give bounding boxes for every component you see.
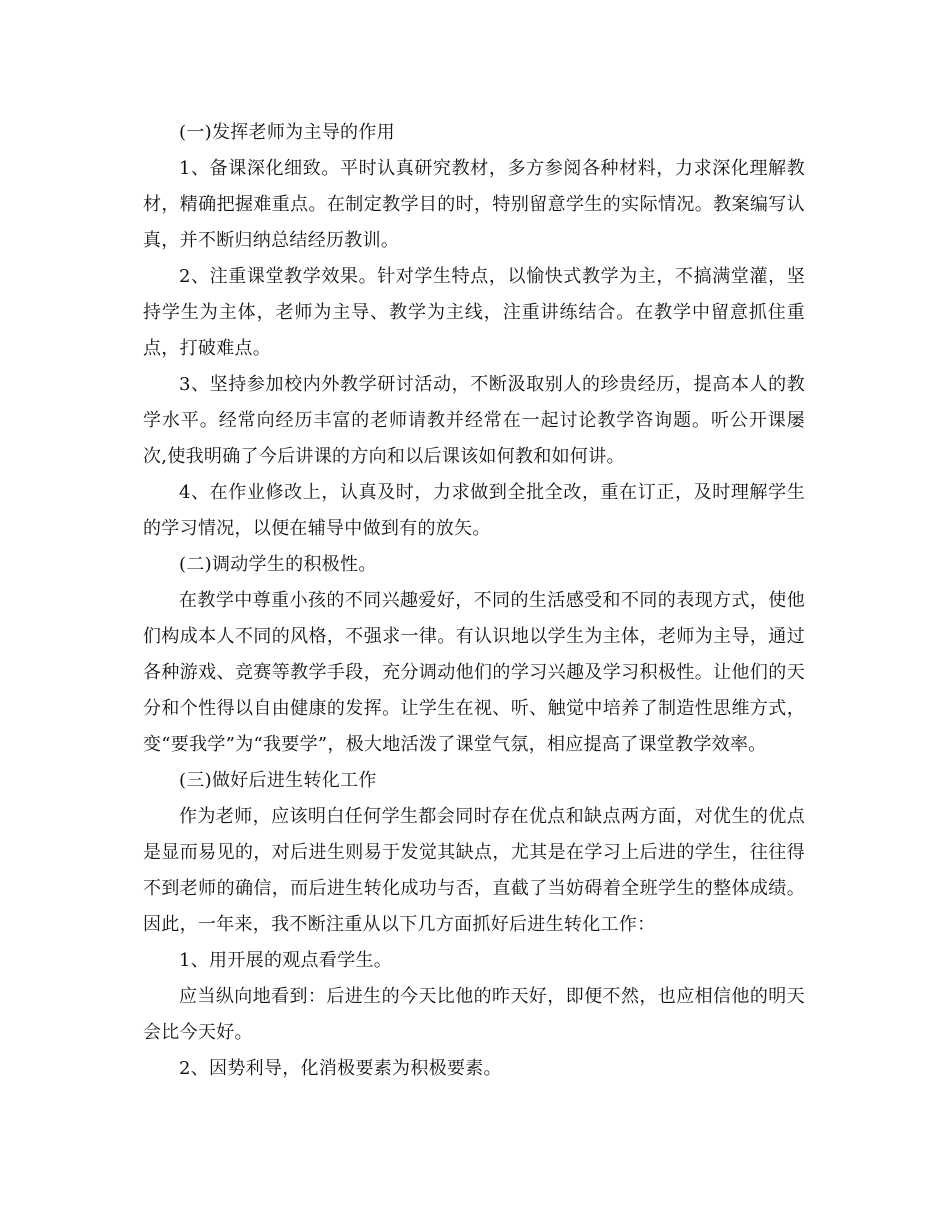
section-heading-1: (一)发挥老师为主导的作用 — [179, 122, 395, 143]
paragraph-student-motivation: 在教学中尊重小孩的不同兴趣爱好，不同的生活感受和不同的表现方式，使他们构成本人不同的风格，不强求一律。有认识地以学生为主体，老师为主导，通过各种游戏、竞赛等教学手段，充分调动他们的学习兴趣及学习积极性。让他们的天分和个性得以自由健康的发挥。让学生在视、听、触觉中培养了制造性思维方式，变“要我学”为“我要学”，极大地活泼了课堂气氛，相应提高了课堂教学效率。 — [143, 590, 805, 755]
section-heading-2: (二)调动学生的积极性。 — [179, 554, 377, 575]
paragraph-lesson-prep: 1、备课深化细致。平时认真研究教材，多方参阅各种材料，力求深化理解教材，精确把握难重点。在制定教学目的时，特别留意学生的实际情况。教案编写认真，并不断归纳总结经历教训。 — [143, 158, 805, 251]
document-body — [143, 115, 805, 1087]
section-heading-3: (三)做好后进生转化工作 — [179, 770, 377, 791]
paragraph-vertical-view: 应当纵向地看到：后进生的今天比他的昨天好，即便不然，也应相信他的明天会比今天好。 — [143, 986, 805, 1043]
subheading-guidance: 2、因势利导，化消极要素为积极要素。 — [179, 1058, 502, 1079]
paragraph-teaching-research: 3、坚持参加校内外教学研讨活动，不断汲取别人的珍贵经历，提高本人的教学水平。经常向经历丰富的老师请教并经常在一起讨论教学咨询题。听公开课屡次,使我明确了今后讲课的方向和以后课该如何教和如何讲。 — [143, 374, 805, 467]
paragraph-classroom-effect: 2、注重课堂教学效果。针对学生特点，以愉快式教学为主，不搞满堂灌，坚持学生为主体，老师为主导、教学为主线，注重讲练结合。在教学中留意抓住重点，打破难点。 — [143, 266, 805, 359]
paragraph-homework: 4、在作业修改上，认真及时，力求做到全批全改，重在订正，及时理解学生的学习情况，以便在辅导中做到有的放矢。 — [143, 482, 805, 539]
subheading-development-view: 1、用开展的观点看学生。 — [179, 950, 393, 971]
paragraph-struggling-students: 作为老师，应该明白任何学生都会同时存在优点和缺点两方面，对优生的优点是显而易见的，对后进生则易于发觉其缺点，尤其是在学习上后进的学生，往往得不到老师的确信，而后进生转化成功与否，直截了当妨碍着全班学生的整体成绩。因此，一年来，我不断注重从以下几方面抓好后进生转化工作： — [143, 806, 805, 935]
